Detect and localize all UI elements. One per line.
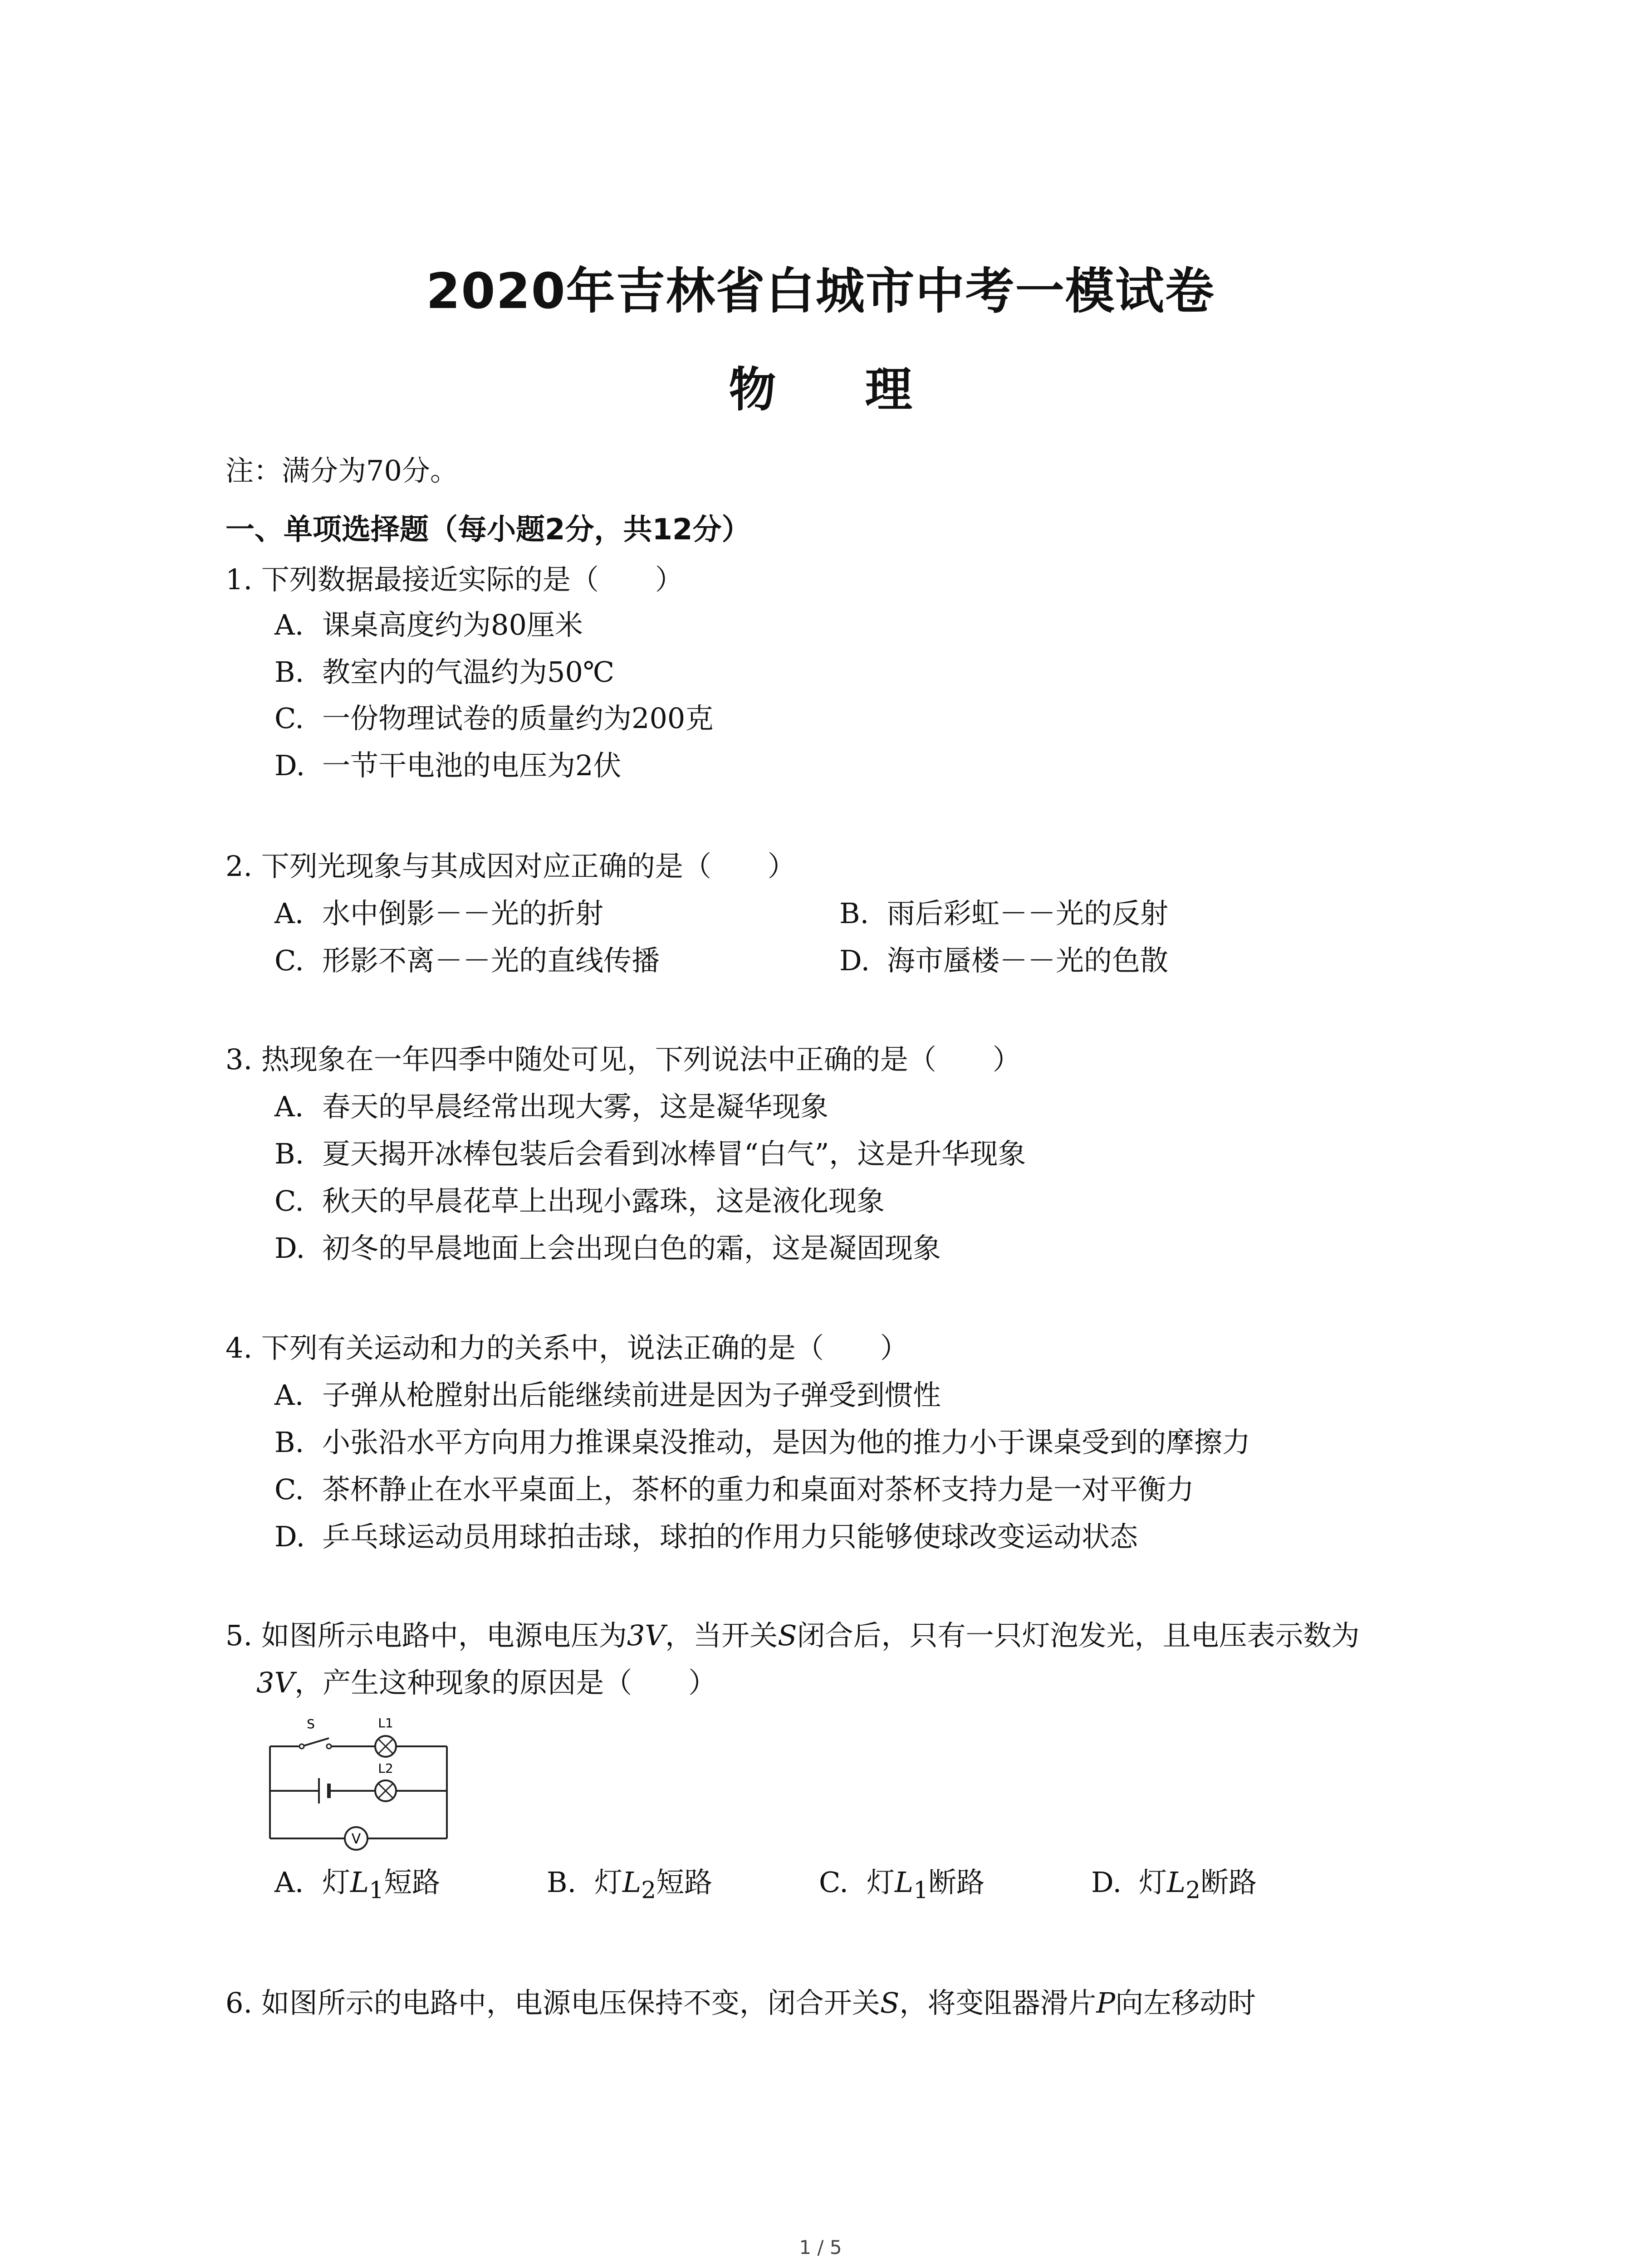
question-5-stem-line2: 3V，产生这种现象的原因是（ ）: [256, 1666, 717, 1699]
question-4-option-b: B. 小张沿水平方向用力推课桌没推动，是因为他的推力小于课桌受到的摩擦力: [274, 1426, 1251, 1459]
question-1-option-b: B. 教室内的气温约为50℃: [274, 655, 615, 689]
question-4-stem: 4. 下列有关运动和力的关系中，说法正确的是（ ）: [225, 1331, 908, 1364]
question-2-option-c: C. 形影不离－－光的直线传播: [274, 944, 660, 977]
subject-title: 物 理: [729, 362, 949, 417]
lamp-2-symbol: [375, 1780, 396, 1801]
question-3-option-d: D. 初冬的早晨地面上会出现白色的霜，这是凝固现象: [274, 1232, 941, 1265]
question-1-option-d: D. 一节干电池的电压为2伏: [274, 749, 622, 782]
exam-title: 2020年吉林省白城市中考一模试卷: [426, 263, 1215, 320]
question-2-option-d: D. 海市蜃楼－－光的色散: [839, 944, 1169, 977]
question-4-option-d: D. 乒乓球运动员用球拍击球，球拍的作用力只能够使球改变运动状态: [274, 1520, 1138, 1553]
question-5-option-b: B. 灯$L_2$短路: [547, 1866, 713, 1904]
question-3-option-c: C. 秋天的早晨花草上出现小露珠，这是液化现象: [274, 1184, 885, 1217]
question-6-stem: 6. 如图所示的电路中，电源电压保持不变，闭合开关S，将变阻器滑片P向左移动时: [225, 1986, 1256, 2019]
switch-label: S: [307, 1716, 315, 1731]
question-2-option-a: A. 水中倒影－－光的折射: [274, 897, 604, 930]
question-5-option-a: A. 灯$L_1$短路: [274, 1866, 441, 1904]
lamp-1-label: L1: [378, 1716, 393, 1730]
switch-contact: [299, 1744, 304, 1749]
question-3-option-b: B. 夏天揭开冰棒包装后会看到冰棒冒“白气”，这是升华现象: [274, 1137, 1026, 1170]
question-5-option-d: D. 灯$L_2$断路: [1091, 1866, 1257, 1904]
question-4-option-a: A. 子弹从枪膛射出后能继续前进是因为子弹受到惯性: [274, 1378, 941, 1412]
question-5-option-c: C. 灯$L_1$断路: [819, 1866, 985, 1904]
question-2-stem: 2. 下列光现象与其成因对应正确的是（ ）: [225, 850, 796, 883]
question-2-option-b: B. 雨后彩虹－－光的反射: [839, 897, 1169, 930]
circuit-diagram: [265, 1710, 456, 1855]
question-1-stem: 1. 下列数据最接近实际的是（ ）: [225, 563, 683, 596]
switch-contact: [327, 1744, 331, 1749]
question-5-stem-line1: 5. 如图所示电路中，电源电压为3V，当开关S闭合后，只有一只灯泡发光，且电压表示数为: [225, 1619, 1360, 1652]
lamp-1-symbol: [375, 1736, 396, 1757]
section-heading: 一、单项选择题（每小题2分，共12分）: [225, 513, 751, 547]
question-3-stem: 3. 热现象在一年四季中随处可见，下列说法中正确的是（ ）: [225, 1043, 1021, 1076]
lamp-2-label: L2: [378, 1761, 393, 1776]
voltmeter-label: V: [351, 1831, 361, 1847]
page-number: 1 / 5: [799, 2236, 842, 2258]
question-1-option-c: C. 一份物理试卷的质量约为200克: [274, 702, 714, 735]
question-1-option-a: A. 课桌高度约为80厘米: [274, 608, 583, 641]
score-note: 注：满分为70分。: [225, 454, 458, 487]
question-4-option-c: C. 茶杯静止在水平桌面上，茶杯的重力和桌面对茶杯支持力是一对平衡力: [274, 1473, 1195, 1506]
question-3-option-a: A. 春天的早晨经常出现大雾，这是凝华现象: [274, 1090, 829, 1123]
